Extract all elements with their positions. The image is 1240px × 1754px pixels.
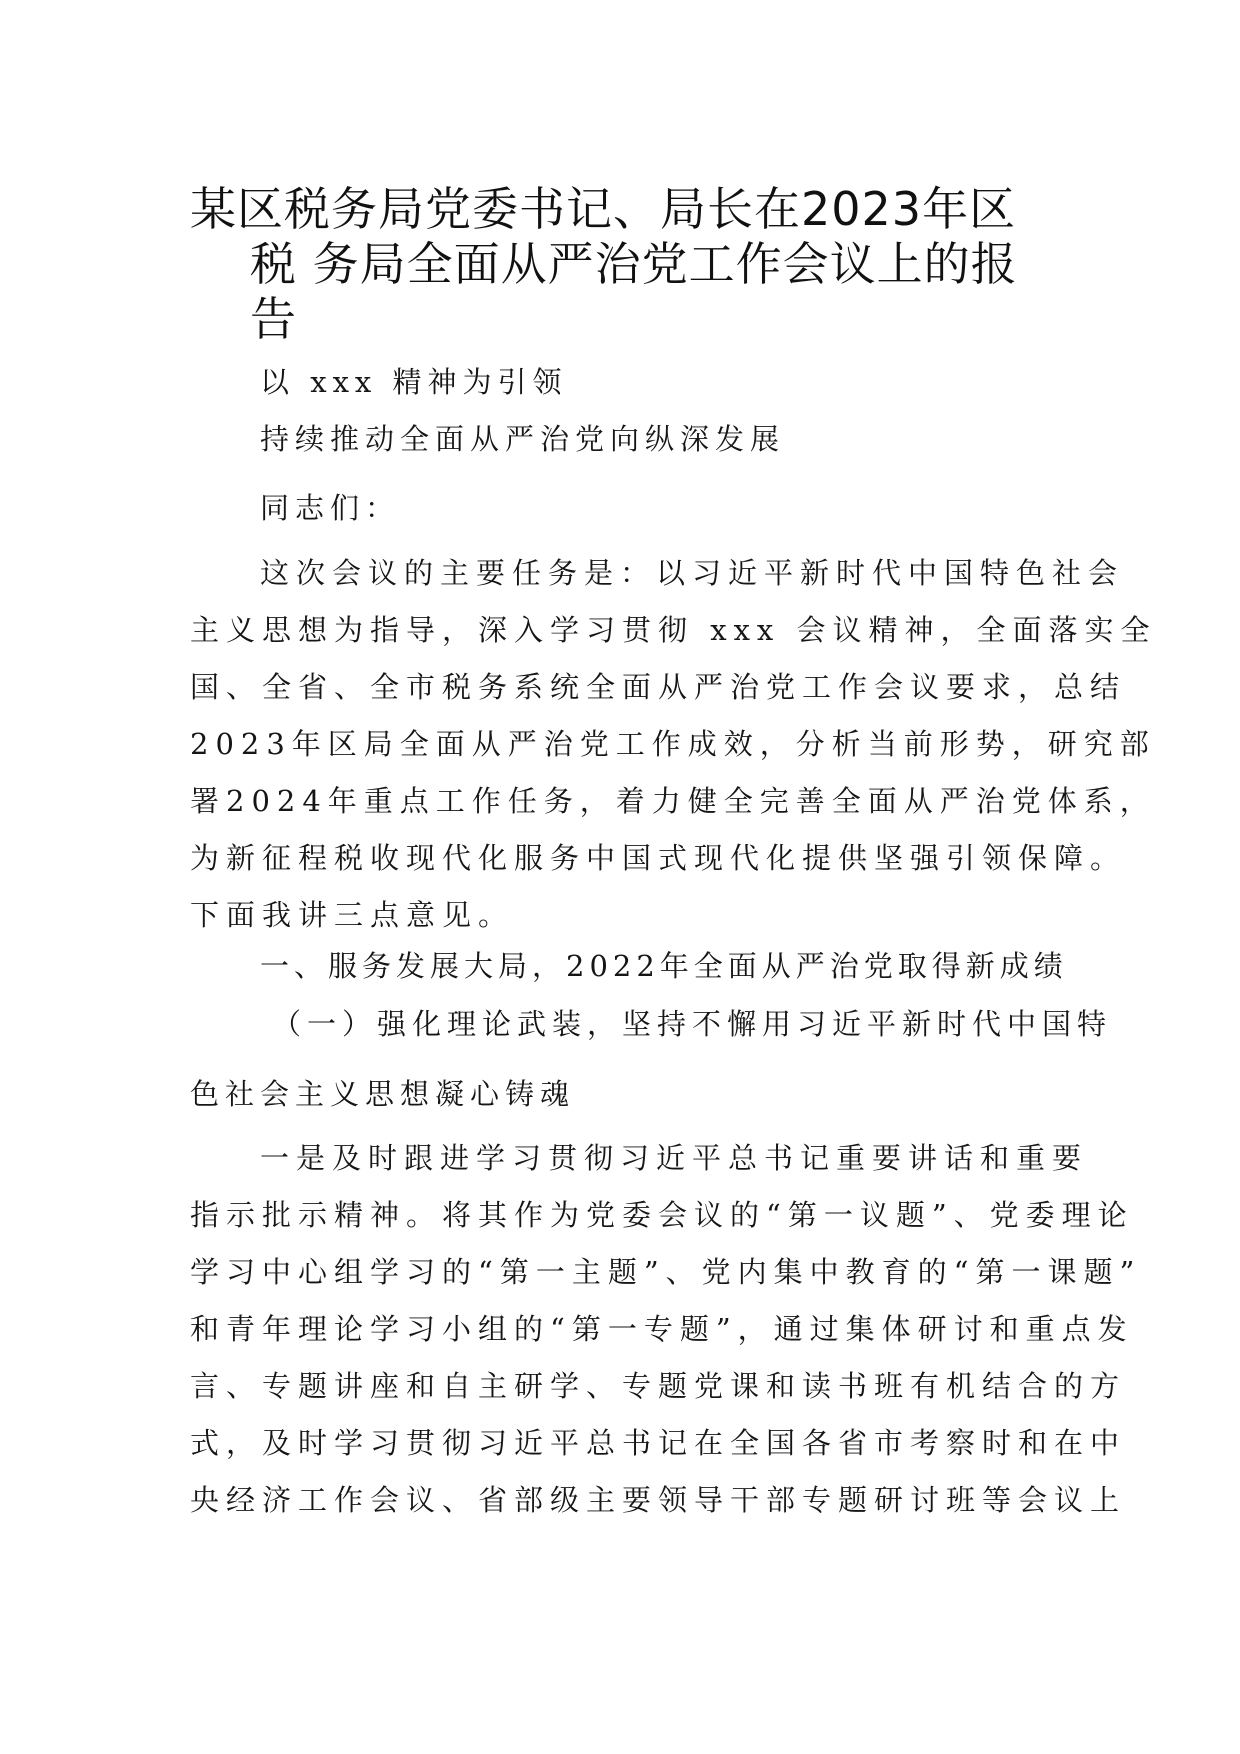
subtitle-2: 持续推动全面从严治党向纵深发展 — [260, 422, 786, 456]
paragraph-line: 下面我讲三点意见。 — [190, 898, 515, 932]
paragraph-line: 央经济工作会议、省部级主要领导干部专题研讨班等会议上 — [190, 1483, 1127, 1517]
paragraph-line: 指示批示精神。将其作为党委会议的“第一议题”、党委理论 — [190, 1198, 1134, 1232]
paragraph-line: 2023年区局全面从严治党工作成效，分析当前形势，研究部 — [190, 727, 1156, 761]
greeting: 同志们： — [260, 491, 401, 525]
subsection-heading-line-2: 色社会主义思想凝心铸魂 — [190, 1077, 576, 1111]
paragraph-line: 署2024年重点工作任务，着力健全完善全面从严治党体系， — [190, 784, 1156, 818]
paragraph-line: 国、全省、全市税务系统全面从严治党工作会议要求，总结 — [190, 670, 1127, 704]
title-line-1: 某区税务局党委书记、局长在2023年区 — [190, 182, 1017, 236]
subsection-heading-line-1: （一）强化理论武装，坚持不懈用习近平新时代中国特 — [272, 1007, 1113, 1041]
paragraph-line: 这次会议的主要任务是：以习近平新时代中国特色社会 — [260, 556, 1125, 590]
paragraph-line: 言、专题讲座和自主研学、专题党课和读书班有机结合的方 — [190, 1369, 1127, 1403]
document-title — [190, 182, 1090, 347]
paragraph-line: 式，及时学习贯彻习近平总书记在全国各省市考察时和在中 — [190, 1426, 1127, 1460]
section-heading-1: 一、服务发展大局，2022年全面从严治党取得新成绩 — [260, 949, 1068, 983]
paragraph-line: 学习中心组学习的“第一主题”、党内集中教育的“第一课题” — [190, 1255, 1142, 1289]
subtitle-1: 以 xxx 精神为引领 — [260, 365, 568, 399]
paragraph-line: 一是及时跟进学习贯彻习近平总书记重要讲话和重要 — [260, 1141, 1089, 1175]
title-line-3: 告 — [250, 292, 297, 346]
paragraph-line: 主义思想为指导，深入学习贯彻 xxx 会议精神，全面落实全 — [190, 613, 1157, 647]
paragraph-line: 和青年理论学习小组的“第一专题”，通过集体研讨和重点发 — [190, 1312, 1134, 1346]
title-line-2: 税 务局全面从严治党工作会议上的报 — [250, 237, 1018, 291]
paragraph-line: 为新征程税收现代化服务中国式现代化提供坚强引领保障。 — [190, 841, 1127, 875]
paragraph-2 — [190, 1130, 1142, 1529]
paragraph-1 — [190, 545, 1157, 944]
